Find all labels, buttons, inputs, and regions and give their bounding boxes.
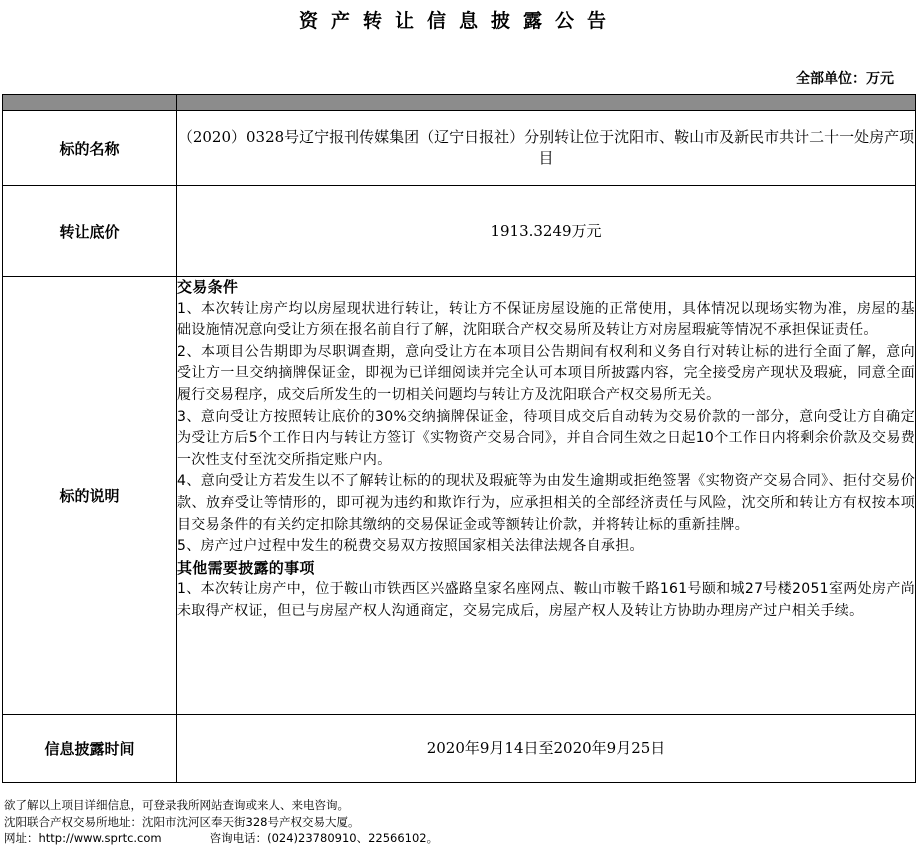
disclosure-period-value: 2020年9月14日至2020年9月25日 bbox=[177, 715, 916, 783]
condition-item-2: 2、本项目公告期即为尽职调查期，意向受让方在本项目公告期间有权利和义务自行对转让标的进行全面了解，意向受让方一旦交纳摘牌保证金，即视为已详细阅读并完全认可本项目所披露内容，完全接受房产现状及瑕疵，同意全面履行交易程序，成交后所发生的一切相关问题均与转让方及沈阳联合产权交易所无关。 bbox=[177, 343, 915, 403]
condition-item-5: 5、房产过户过程中发生的税费交易双方按照国家相关法律法规各自承担。 bbox=[177, 538, 644, 555]
footer-website: 网址：http://www.sprtc.com bbox=[4, 831, 162, 845]
footer-phone: 咨询电话：(024)23780910、22566102。 bbox=[209, 831, 439, 845]
condition-item-4: 4、意向受让方若发生以不了解转让标的的现状及瑕疵等为由发生逾期或拒绝签署《实物资产交易合同》、拒付交易价款、放弃受让等情形的，即可视为违约和欺诈行为，应承担相关的全部经济责任与风险，沈交所和转让方有权按本项目交易条件的有关约定扣除其缴纳的交易保证金或等额转让价款，并将转让标的重新挂牌。 bbox=[177, 473, 915, 533]
table-header-bar bbox=[3, 95, 916, 111]
row-subject-description bbox=[3, 277, 916, 715]
page-title: 资产转让信息披露公告 bbox=[298, 10, 619, 32]
subject-name-label: 标的名称 bbox=[3, 111, 177, 186]
row-disclosure-period bbox=[3, 715, 916, 783]
row-subject-name bbox=[3, 111, 916, 186]
row-reserve-price bbox=[3, 186, 916, 277]
other-item-1: 1、本次转让房产中，位于鞍山市铁西区兴盛路皇家名座网点、鞍山市鞍千路161号颐和城27号楼2051室两处房产尚未取得产权证，但已与房屋产权人沟通商定，交易完成后，房屋产权人及转让方协助办理房产过户相关手续。 bbox=[177, 581, 915, 619]
reserve-price-value: 1913.3249万元 bbox=[177, 186, 916, 277]
footer-line-inquiry: 欲了解以上项目详细信息，可登录我所网站查询或来人、来电咨询。 bbox=[4, 798, 349, 812]
other-disclosures-heading: 其他需要披露的事项 bbox=[177, 558, 315, 577]
subject-description-label: 标的说明 bbox=[3, 277, 177, 715]
header-cell-right bbox=[177, 95, 916, 111]
footer-line-address: 沈阳联合产权交易所地址：沈阳市沈河区奉天街328号产权交易大厦。 bbox=[4, 814, 360, 829]
subject-description-content bbox=[177, 277, 916, 715]
disclosure-period-label: 信息披露时间 bbox=[3, 715, 177, 783]
footer-notes bbox=[4, 797, 438, 847]
reserve-price-label: 转让底价 bbox=[3, 186, 177, 277]
condition-item-1: 1、本次转让房产均以房屋现状进行转让，转让方不保证房屋设施的正常使用，具体情况以现场实物为准，房屋的基础设施情况意向受让方须在报名前自行了解，沈阳联合产权交易所及转让方对房屋瑕疵等情况不承担保证责任。 bbox=[177, 300, 915, 339]
unit-note: 全部单位：万元 bbox=[796, 71, 894, 87]
subject-name-value: （2020）0328号辽宁报刊传媒集团（辽宁日报社）分别转让位于沈阳市、鞍山市及新民市共计二十一处房产项目 bbox=[177, 111, 916, 186]
disclosure-table bbox=[2, 94, 916, 783]
header-cell-left bbox=[3, 95, 177, 111]
trade-conditions-heading: 交易条件 bbox=[177, 278, 239, 296]
condition-item-3: 3、意向受让方按照转让底价的30%交纳摘牌保证金，待项目成交后自动转为交易价款的一部分，意向受让方自确定为受让方后5个工作日内与转让方签订《实物资产交易合同》，并自合同生效之日起10个工作日内将剩余价款及交易费一次性支付至沈交所指定账户内。 bbox=[177, 408, 915, 468]
footer-line-contact bbox=[4, 830, 438, 847]
